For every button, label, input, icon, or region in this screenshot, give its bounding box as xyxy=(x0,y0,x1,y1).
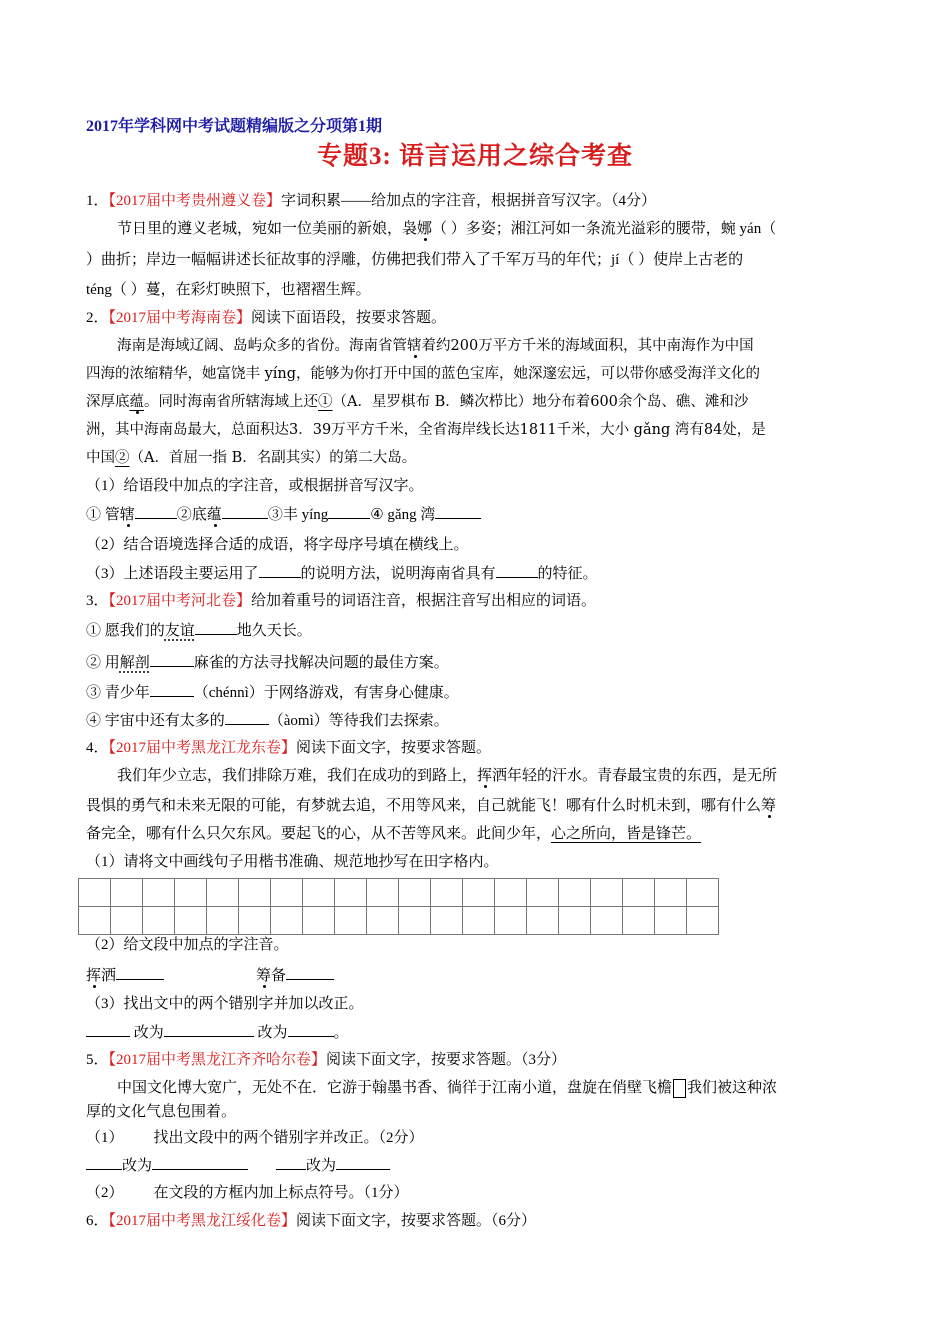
answer-blank[interactable] xyxy=(135,503,177,519)
q4-sub3: （3）找出文中的两个错别字并加以改正。 xyxy=(86,996,364,1012)
q2-sub3: （3）上述语段主要运用了 的说明方法，说明海南省具有 的特征。 xyxy=(86,562,598,585)
answer-blank[interactable] xyxy=(195,619,237,635)
dotted-char: 筹 xyxy=(761,798,777,814)
q4-sub3-items: 改为 改为 。 xyxy=(86,1021,349,1044)
answer-blank[interactable] xyxy=(328,503,370,519)
answer-blank[interactable] xyxy=(276,1154,306,1170)
q2-heading xyxy=(86,307,446,329)
q4-sub1: （1）请将文中画线句子用楷书准确、规范地抄写在田字格内。 xyxy=(86,854,499,870)
q3-item4: ④ 宇宙中还有太多的 （àomì）等待我们去探索。 xyxy=(86,709,449,732)
q2-para-line1: 海南是海域辽阔、岛屿众多的省份。海南省管辖着约200万平方千米的海域面积，其中南海作为中国 xyxy=(117,338,754,354)
blank-marker-1: ① xyxy=(318,394,333,410)
answer-blank[interactable] xyxy=(152,1154,248,1170)
q1-instruction: 字词积累——给加点的字注音，根据拼音写汉字。（4分） xyxy=(281,193,657,209)
answer-blank[interactable] xyxy=(288,1021,334,1037)
q1-para-line2: ）曲折；岸边一幅幅讲述长征故事的浮雕，仿佛把我们带入了千军万马的年代；jí（ ）使岸上古老的 xyxy=(86,252,744,268)
q2-instruction: 阅读下面语段，按要求答题。 xyxy=(251,310,447,326)
q6-source: 【2017届中考黑龙江绥化卷】 xyxy=(108,1213,297,1229)
answer-blank[interactable] xyxy=(259,562,301,578)
dotted-char: 娜 xyxy=(417,221,433,237)
q6-instruction: 阅读下面文字，按要求答题。（6分） xyxy=(296,1213,537,1229)
q4-sub2-items: 挥洒 筹备 xyxy=(86,964,334,987)
q3-item2: ② 用解剖 麻雀的方法寻找解决问题的最佳方案。 xyxy=(86,651,449,674)
dotted-char: 蕴 xyxy=(129,394,144,410)
q5-para-line2: 厚的文化气息包围着。 xyxy=(86,1104,237,1120)
q6-number: 6． xyxy=(86,1213,109,1229)
emphasized-word: 友谊 xyxy=(164,623,195,639)
q3-number: 3． xyxy=(86,593,109,609)
q4-number: 4． xyxy=(86,740,109,756)
blank-marker-2: ② xyxy=(115,450,130,466)
emphasized-word: 解剖 xyxy=(119,655,150,671)
answer-blank[interactable] xyxy=(86,1154,122,1170)
q3-item3: ③ 青少年 （chénnì）于网络游戏，有害身心健康。 xyxy=(86,681,459,704)
q5-heading xyxy=(86,1049,566,1071)
q4-sub2: （2）给文段中加点的字注音。 xyxy=(86,937,289,953)
answer-blank[interactable] xyxy=(286,964,334,980)
q4-instruction: 阅读下面文字，按要求答题。 xyxy=(296,740,492,756)
dotted-char: 辖 xyxy=(407,338,422,354)
answer-blank[interactable] xyxy=(164,1021,254,1037)
q5-sub1: （1） 找出文段中的两个错别字并改正。（2分） xyxy=(86,1130,424,1146)
q1-heading xyxy=(86,190,656,212)
q5-source: 【2017届中考黑龙江齐齐哈尔卷】 xyxy=(108,1052,327,1068)
q5-sub1-items: 改为 改为 xyxy=(86,1154,390,1177)
q1-source: 【2017届中考贵州遵义卷】 xyxy=(108,193,282,209)
dotted-char: 辖 xyxy=(119,507,135,523)
q2-para-line3: 深厚底蕴。同时海南省所辖海域上还①（A．星罗棋布 B．鳞次栉比）地分布着600余个岛、礁、滩和沙 xyxy=(86,394,749,410)
answer-blank[interactable] xyxy=(150,651,194,667)
q2-sub1-items: ① 管辖 ②底蕴 ③丰 yíng ④ gǎng 湾 xyxy=(86,503,481,526)
grid-row xyxy=(79,907,719,935)
q2-source: 【2017届中考海南卷】 xyxy=(108,310,252,326)
q4-source: 【2017届中考黑龙江龙东卷】 xyxy=(108,740,297,756)
answer-blank[interactable] xyxy=(150,681,194,697)
q1-number: 1． xyxy=(86,193,109,209)
q1-para-line1: 节日里的遵义老城，宛如一位美丽的新娘，袅娜（ ）多姿；湘江河如一条流光溢彩的腰带，蜿 yán（ xyxy=(117,221,777,237)
q3-source: 【2017届中考河北卷】 xyxy=(108,593,252,609)
q3-heading xyxy=(86,590,596,612)
q5-para-line1: 中国文化博大宽广，无处不在．它游于翰墨书香、徜徉于江南小道，盘旋在俏壁飞檐 我们被这种浓 xyxy=(117,1077,777,1099)
answer-blank[interactable] xyxy=(116,964,164,980)
q2-sub2: （2）结合语境选择合适的成语，将字母序号填在横线上。 xyxy=(86,537,469,553)
dotted-char: 挥 xyxy=(477,768,493,784)
q2-sub1: （1）给语段中加点的字注音，或根据拼音写汉字。 xyxy=(86,478,424,494)
q4-para-line1: 我们年少立志，我们排除万难，我们在成功的到路上，挥洒年轻的汗水。青春最宝贵的东西，是无所 xyxy=(117,768,778,784)
answer-blank[interactable] xyxy=(225,709,269,725)
q2-para-line4: 洲，其中海南岛最大，总面积达3．39万平方千米，全省海岸线长达1811千米，大小 gǎng 湾有84处，是 xyxy=(86,422,766,438)
q4-para-line3: 备完全，哪有什么只欠东风。要起飞的心，从不苦等风来。此间少年，心之所向，皆是锋芒。 xyxy=(86,826,702,842)
page-title: 专题3: 语言运用之综合考查 xyxy=(316,143,634,170)
grid-row xyxy=(79,879,719,907)
q1-para-line3: téng（ ）蔓，在彩灯映照下，也褶褶生辉。 xyxy=(86,282,371,298)
answer-blank[interactable] xyxy=(435,503,481,519)
dotted-char: 蕴 xyxy=(206,507,222,523)
tianzige-grid[interactable] xyxy=(78,878,719,935)
q5-sub2: （2） 在文段的方框内加上标点符号。（1分） xyxy=(86,1185,409,1201)
q6-heading xyxy=(86,1210,536,1232)
q4-para-line2: 畏惧的勇气和未来无限的可能，有梦就去追，不用等风来，自己就能飞！哪有什么时机未到，哪有什么筹 xyxy=(86,798,777,814)
q2-number: 2． xyxy=(86,310,109,326)
document-header: 2017年学科网中考试题精编版之分项第1期 xyxy=(86,118,383,135)
underlined-sentence: 心之所向，皆是锋芒。 xyxy=(551,826,702,842)
q3-item1: ① 愿我们的友谊 地久天长。 xyxy=(86,619,312,642)
dotted-char: 筹 xyxy=(256,968,272,984)
answer-blank[interactable] xyxy=(86,1021,130,1037)
punctuation-box[interactable] xyxy=(673,1079,686,1098)
q4-heading xyxy=(86,737,491,759)
q5-instruction: 阅读下面文字，按要求答题。（3分） xyxy=(326,1052,567,1068)
q5-number: 5． xyxy=(86,1052,109,1068)
dotted-char: 挥 xyxy=(86,968,102,984)
q2-para-line2: 四海的浓缩精华，她富饶丰 yíng，能够为你打开中国的蓝色宝库，她深邃宏远，可以带你感受海洋文化的 xyxy=(86,366,761,382)
answer-blank[interactable] xyxy=(336,1154,390,1170)
q2-para-line5: 中国②（A．首屈一指 B．名副其实）的第二大岛。 xyxy=(86,450,417,466)
answer-blank[interactable] xyxy=(496,562,538,578)
q3-instruction: 给加着重号的词语注音，根据注音写出相应的词语。 xyxy=(251,593,597,609)
answer-blank[interactable] xyxy=(222,503,268,519)
